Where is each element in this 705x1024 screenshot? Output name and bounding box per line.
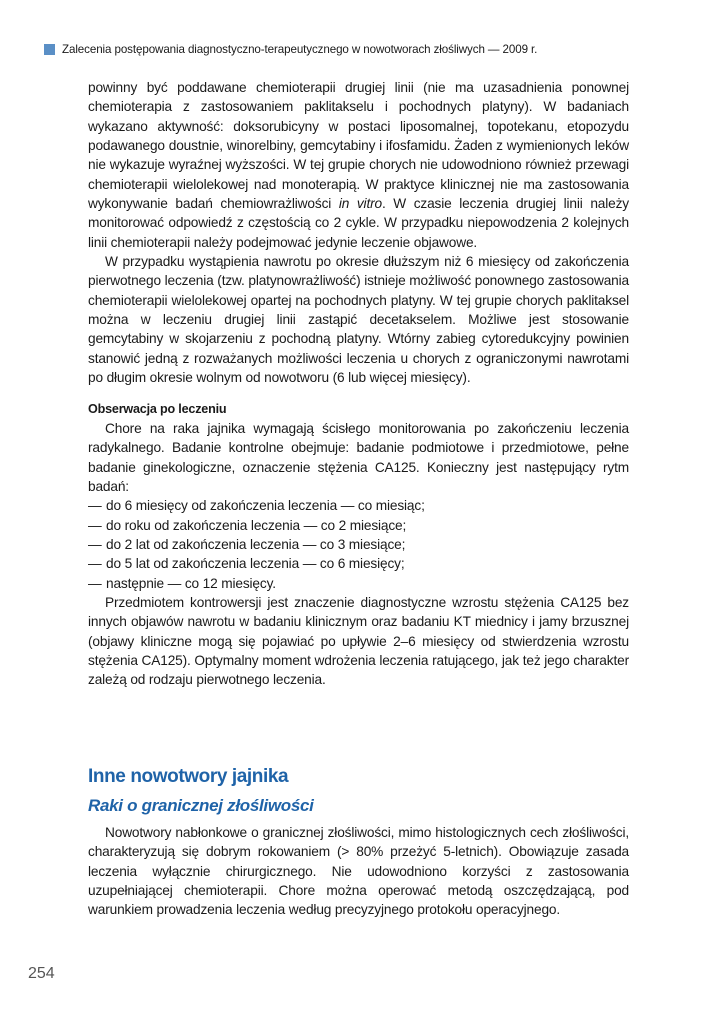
- section-other-ovarian-tumors: [88, 764, 629, 920]
- list-item: — do roku od zakończenia leczenia — co 2 miesiące;: [88, 517, 407, 533]
- header-square-marker: [44, 44, 55, 55]
- paragraph-borderline-tumors: Nowotwory nabłonkowe o granicznej złośliwości, mimo histologicznych cech złośliwości, charakteryzują się dobrym rokowaniem (> 80% przeżyć 5-letnich). Obowiązuje zasada leczenia wyłącznie chirurgicznego. Nie udowodniono korzyści z zastosowania uzupełniającej chemioterapii. Chore można operować metodą oszczędzającą, pod warunkiem prowadzenia leczenia według precyzyjnego protokołu operacyjnego.: [88, 825, 629, 918]
- paragraph-chemotherapy-second-line: powinny być poddawane chemioterapii drugiej linii (nie ma uzasadnienia ponownej chemioterapia z zastosowaniem paklitakselu i pochodnych platyny). W badaniach wykazano aktywność: doksorubicyny w postaci liposomalnej, topotekanu, etopozydu podawanego doustnie, winorelbiny, gemcytabiny i ifosfamidu. Żaden z wymienionych leków nie wykazuje wyraźnej wyższości. W tej grupie chorych nie udowodniono również przewagi chemioterapii wielolekowej nad monoterapią. W praktyce klinicznej nie ma zastosowania wykonywanie badań chemiowrażliwości in vitro. W czasie leczenia drugiej linii należy monitorować odpowiedź z częstością co 2 cykle. W przypadku niepowodzenia 2 kolejnych linii chemioterapii należy podejmować jedynie leczenie objawowe.: [88, 80, 629, 250]
- header-title: Zalecenia postępowania diagnostyczno-terapeutycznego w nowotworach złośliwych — 2009 r.: [62, 42, 538, 56]
- paragraph-ca125-controversy: Przedmiotem kontrowersji jest znaczenie diagnostyczne wzrostu stężenia CA125 bez innych objawów nawrotu w badaniu klinicznym oraz badaniu KT miednicy i jamy brzusznej (objawy kliniczne mogą się pojawiać po upływie 2–6 miesięcy od stwierdzenia wzrostu stężenia CA125). Optymalny moment wdrożenia leczenia ratującego, jak też jego charakter zależą od rodzaju pierwotnego leczenia.: [88, 594, 629, 688]
- page-number: 254: [28, 965, 55, 982]
- list-item: — do 5 lat od zakończenia leczenia — co 6 miesięcy;: [88, 556, 405, 572]
- paragraph-recurrence: W przypadku wystąpienia nawrotu po okresie dłuższym niż 6 miesięcy od zakończenia pierwotnego leczenia (tzw. platynowrażliwość) istnieje możliwość ponownego zastosowania chemioterapii wielolekowej opartej na pochodnych platyny. W tej grupie chorych paklitaksel można w leczeniu drugiej linii zastąpić decetakselem. Możliwe jest stosowanie gemcytabiny w skojarzeniu z pochodną platyny. Wtórny zabieg cytoredukcyjny powinien stanowić jedną z rozważanych możliwości leczenia u chorych z ograniczonymi nawrotami po długim okresie wolnym od nowotworu (6 lub więcej miesięcy).: [88, 254, 629, 386]
- list-item: — do 6 miesięcy od zakończenia leczenia — co miesiąc;: [88, 498, 425, 514]
- subheading-follow-up: Obserwacja po leczeniu: [88, 401, 227, 416]
- running-header: [44, 42, 537, 56]
- follow-up-schedule-list: [88, 496, 629, 593]
- list-item: — następnie — co 12 miesięcy.: [88, 575, 276, 591]
- paragraph-follow-up: Chore na raka jajnika wymagają ścisłego monitorowania po zakończeniu leczenia radykalnego. Badanie kontrolne obejmuje: badanie podmiotowe i przedmiotowe, pełne badanie ginekologiczne, oznaczenie stężenia CA125. Konieczny jest następujący rytm badań:: [88, 420, 629, 494]
- italic-term: in vitro: [338, 196, 382, 212]
- list-item: — do 2 lat od zakończenia leczenia — co 3 miesiące;: [88, 536, 406, 552]
- section-heading: Inne nowotwory jajnika: [88, 766, 289, 787]
- subsection-heading: Raki o granicznej złośliwości: [88, 796, 314, 815]
- main-text: [88, 78, 629, 690]
